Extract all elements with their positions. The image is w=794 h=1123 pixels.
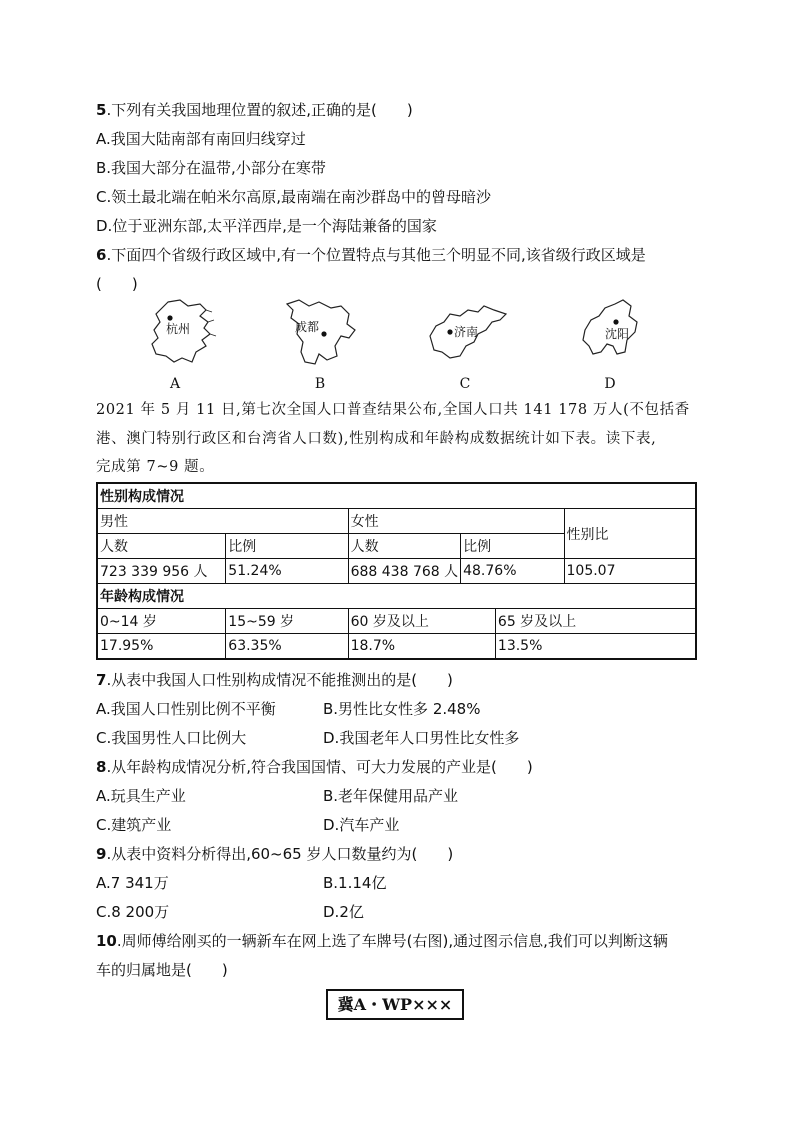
q10-stem-text: .周师傅给刚买的一辆新车在网上选了车牌号(右图),通过图示信息,我们可以判断这辆 — [116, 932, 668, 950]
q6-stem — [96, 245, 646, 265]
map-d-letter: D — [604, 376, 616, 392]
map-option-c[interactable] — [420, 296, 510, 392]
q6-number: 6 — [96, 246, 107, 264]
male-count-value: 723 339 956 人 — [97, 559, 226, 584]
female-count-value: 688 438 768 人 — [348, 559, 461, 584]
map-d-city: 沈阳 — [605, 327, 630, 341]
map-b-city: 成都 — [295, 320, 320, 334]
q8-stem-text: .从年龄构成情况分析,符合我国国情、可大力发展的产业是( ) — [106, 758, 533, 776]
q7-option-a[interactable]: A.我国人口性别比例不平衡 — [96, 700, 276, 718]
q10-stem-cont: 车的归属地是( ) — [96, 961, 228, 979]
license-plate: 冀A・WP××× — [326, 989, 464, 1020]
map-a-city: 杭州 — [166, 322, 191, 336]
q6-stem-cont: ( ) — [96, 275, 138, 293]
q5-stem-text: .下列有关我国地理位置的叙述,正确的是( ) — [106, 101, 413, 119]
q5-option-b[interactable]: B.我国大部分在温带,小部分在寒带 — [96, 159, 326, 177]
q8-option-b[interactable]: B.老年保健用品产业 — [323, 787, 459, 805]
q5-option-c[interactable]: C.领土最北端在帕米尔高原,最南端在南沙群岛中的曾母暗沙 — [96, 188, 492, 206]
map-b-letter: B — [314, 376, 326, 392]
q9-stem-text: .从表中资料分析得出,60~65 岁人口数量约为( ) — [106, 845, 454, 863]
female-header: 女性 — [348, 509, 564, 534]
passage-line-1: 2021 年 5 月 11 日,第七次全国人口普查结果公布,全国人口共 141 178 万人(不包括香 — [96, 402, 690, 418]
q7-option-c[interactable]: C.我国男性人口比例大 — [96, 729, 247, 747]
q5-number: 5 — [96, 101, 107, 119]
map-a-letter: A — [169, 376, 181, 392]
q7-option-d[interactable]: D.我国老年人口男性比女性多 — [323, 729, 520, 747]
age-value-60-plus: 18.7% — [348, 634, 495, 660]
age-header-0-14: 0~14 岁 — [97, 609, 226, 634]
sex-ratio-value: 105.07 — [564, 559, 696, 584]
age-section-title: 年龄构成情况 — [97, 584, 696, 609]
q7-stem — [96, 670, 453, 690]
gender-section-title: 性别构成情况 — [97, 483, 696, 509]
male-ratio-value: 51.24% — [226, 559, 348, 584]
map-option-d[interactable] — [565, 296, 655, 392]
population-table — [96, 482, 697, 660]
male-ratio-label: 比例 — [226, 534, 348, 559]
q10-number: 10 — [96, 932, 117, 950]
q9-option-a[interactable]: A.7 341万 — [96, 874, 169, 892]
q9-option-b[interactable]: B.1.14亿 — [323, 874, 387, 892]
q7-number: 7 — [96, 671, 107, 689]
map-option-b[interactable] — [275, 296, 365, 392]
male-header: 男性 — [97, 509, 348, 534]
sex-ratio-header: 性别比 — [564, 509, 696, 559]
q9-number: 9 — [96, 845, 107, 863]
sichuan-outline-icon — [275, 296, 365, 368]
map-c-city: 济南 — [454, 325, 479, 339]
q5-option-d[interactable]: D.位于亚洲东部,太平洋西岸,是一个海陆兼备的国家 — [96, 217, 437, 235]
age-value-65-plus: 13.5% — [495, 634, 696, 660]
female-ratio-label: 比例 — [461, 534, 564, 559]
q7-stem-text: .从表中我国人口性别构成情况不能推测出的是( ) — [106, 671, 453, 689]
province-maps — [130, 296, 690, 392]
q7-option-b[interactable]: B.男性比女性多 2.48% — [323, 700, 481, 718]
age-value-0-14: 17.95% — [97, 634, 226, 660]
age-value-15-59: 63.35% — [226, 634, 348, 660]
male-count-label: 人数 — [97, 534, 226, 559]
q8-option-c[interactable]: C.建筑产业 — [96, 816, 172, 834]
q5-option-a[interactable]: A.我国大陆南部有南回归线穿过 — [96, 130, 306, 148]
q5-stem — [96, 100, 413, 120]
age-header-65-plus: 65 岁及以上 — [495, 609, 696, 634]
q8-stem — [96, 757, 533, 777]
female-count-label: 人数 — [348, 534, 461, 559]
passage-line-2: 港、澳门特别行政区和台湾省人口数),性别构成和年龄构成数据统计如下表。读下表, — [96, 431, 657, 447]
q8-option-d[interactable]: D.汽车产业 — [323, 816, 400, 834]
q8-number: 8 — [96, 758, 107, 776]
q6-stem-text: .下面四个省级行政区域中,有一个位置特点与其他三个明显不同,该省级行政区域是 — [106, 246, 646, 264]
q10-stem — [96, 931, 668, 951]
q9-option-d[interactable]: D.2亿 — [323, 903, 364, 921]
passage-line-3: 完成第 7~9 题。 — [96, 459, 215, 475]
map-option-a[interactable] — [130, 296, 220, 392]
q9-stem — [96, 844, 453, 864]
q8-option-a[interactable]: A.玩具生产业 — [96, 787, 186, 805]
map-c-letter: C — [459, 376, 471, 392]
age-header-15-59: 15~59 岁 — [226, 609, 348, 634]
female-ratio-value: 48.76% — [461, 559, 564, 584]
q9-option-c[interactable]: C.8 200万 — [96, 903, 170, 921]
age-header-60-plus: 60 岁及以上 — [348, 609, 495, 634]
